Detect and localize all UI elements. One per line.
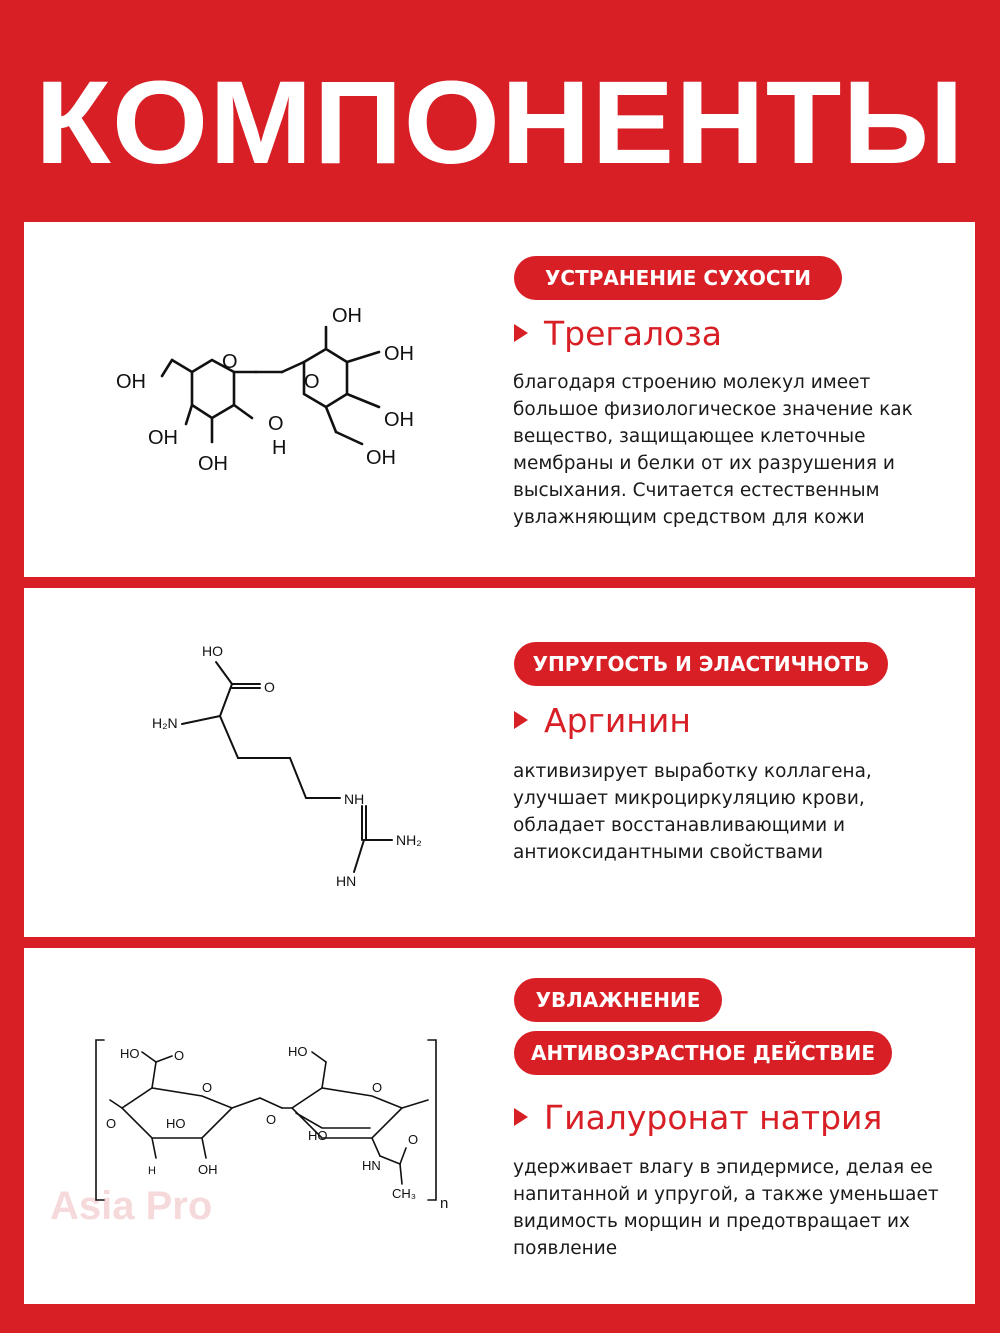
component-description-sodium-hyaluronate: удерживает влагу в эпидермисе, делая ее напитанной и упругой, а также уменьшает видимость морщин и предотвращает их появление	[513, 1157, 939, 1259]
hyaluronate-label-1: O	[174, 1048, 185, 1063]
tag-dryness-removal: УСТРАНЕНИЕ СУХОСТИ	[514, 256, 842, 300]
trehalose-label-7: O	[268, 413, 284, 435]
component-card-trehalose	[24, 222, 975, 577]
arginine-label-nh: NH	[344, 791, 365, 807]
hyaluronate-label-2: O	[202, 1080, 213, 1095]
component-name-arginine: Аргинин	[514, 701, 691, 741]
arginine-label-hn: HN	[336, 873, 357, 889]
hyaluronate-label-5: O	[372, 1080, 383, 1095]
triangle-right-icon	[514, 1108, 528, 1126]
trehalose-label-4: OH	[198, 453, 228, 475]
hyaluronate-label-7: OH	[198, 1162, 218, 1177]
trehalose-label-2: OH	[116, 371, 146, 393]
hyaluronate-label-0: HO	[120, 1046, 140, 1061]
arginine-label-h2n: H₂N	[152, 715, 178, 731]
trehalose-label-0: O	[222, 351, 238, 373]
component-card-arginine	[24, 588, 975, 937]
triangle-right-icon	[514, 324, 528, 342]
arginine-structure-diagram	[120, 634, 440, 894]
watermark-logo: Asia Pro	[50, 1184, 213, 1228]
trehalose-label-9: OH	[384, 409, 414, 431]
trehalose-label-1: O	[304, 371, 320, 393]
arginine-label-o: O	[264, 679, 275, 695]
tag-anti-aging: АНТИВОЗРАСТНОЕ ДЕЙСТВИЕ	[514, 1031, 892, 1075]
arginine-label-nh2: NH₂	[396, 832, 422, 848]
hyaluronate-label-8: HO	[288, 1044, 308, 1059]
hyaluronate-label-9: HO	[308, 1128, 328, 1143]
tag-elasticity: УПРУГОСТЬ И ЭЛАСТИЧНОТЬ	[514, 642, 888, 686]
hyaluronate-label-6: HO	[166, 1116, 186, 1131]
hyaluronate-label-10: HN	[362, 1158, 381, 1173]
hyaluronate-label-13: H	[148, 1165, 156, 1177]
hyaluronate-label-12: CH₃	[392, 1186, 417, 1201]
triangle-right-icon	[514, 711, 528, 729]
hyaluronate-label-11: O	[408, 1132, 419, 1147]
trehalose-label-6: OH	[384, 343, 414, 365]
page-title: КОМПОНЕНТЫ	[35, 57, 965, 189]
component-description-trehalose: благодаря строению молекул имеет большое физиологическое значение как вещество, защищающее клеточные мембраны и белки от их разрушения и высыхания. Считается естественным увлажняющим средством для кожи	[513, 372, 913, 528]
hyaluronate-structure-diagram	[82, 1028, 462, 1228]
trehalose-structure-diagram	[104, 302, 464, 502]
hyaluronate-label-repeat-n: n	[440, 1195, 449, 1212]
component-card-sodium-hyaluronate	[24, 948, 975, 1304]
trehalose-molecule-svg	[104, 302, 464, 502]
trehalose-label-5: OH	[332, 305, 362, 327]
arginine-label-ho: HO	[202, 643, 223, 659]
component-name-sodium-hyaluronate: Гиалуронат натрия	[514, 1098, 882, 1138]
hyaluronate-label-3: O	[106, 1116, 117, 1131]
trehalose-label-10: OH	[366, 447, 396, 469]
hyaluronate-molecule-svg	[82, 1028, 462, 1228]
component-description-arginine: активизирует выработку коллагена, улучшает микроциркуляцию крови, обладает восстанавливающими и антиоксидантными свойствами	[513, 761, 872, 863]
trehalose-label-8: H	[272, 437, 287, 459]
tag-moisturizing: УВЛАЖНЕНИЕ	[514, 978, 722, 1022]
component-name-trehalose: Трегалоза	[514, 314, 722, 354]
trehalose-label-3: OH	[148, 427, 178, 449]
arginine-molecule-svg	[120, 634, 440, 894]
hyaluronate-label-4: O	[266, 1112, 277, 1127]
